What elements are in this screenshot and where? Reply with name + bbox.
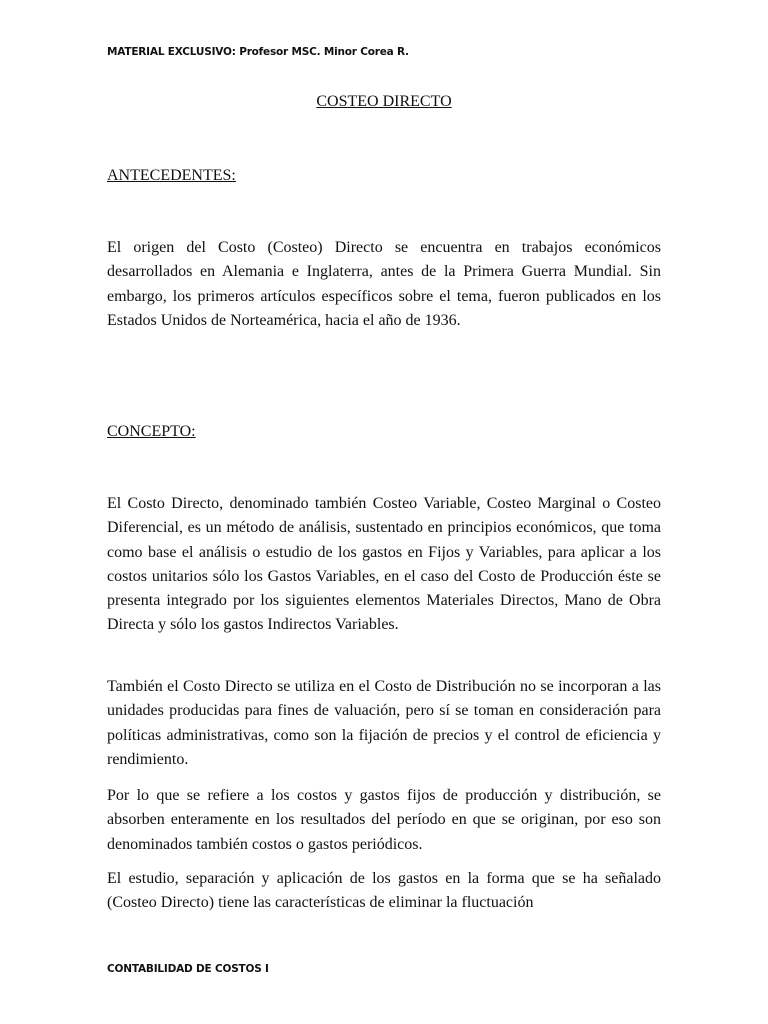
paragraph-concepto-4: El estudio, separación y aplicación de los gastos en la forma que se ha señalado (Costeo Directo) tiene las características de eliminar la fluctuación: [107, 870, 661, 912]
page-header-note: MATERIAL EXCLUSIVO: Profesor MSC. Minor Corea R.: [107, 46, 409, 58]
document-title-text: COSTEO DIRECTO: [316, 93, 452, 110]
paragraph-concepto-1: El Costo Directo, denominado también Costeo Variable, Costeo Marginal o Costeo Diferencial, es un método de análisis, sustentado en principios económicos, que toma como base el análisis o estudio de los gastos en Fijos y Variables, para aplicar a los costos unitarios sólo los Gastos Variables, en el caso del Costo de Producción éste se presenta integrado por los siguientes elementos Materiales Directos, Mano de Obra Directa y sólo los gastos Indirectos Variables.: [107, 495, 661, 634]
paragraph-antecedentes: El origen del Costo (Costeo) Directo se encuentra en trabajos económicos desarrollados en Alemania e Inglaterra, antes de la Primera Guerra Mundial. Sin embargo, los primeros artículos específicos sobre el tema, fueron publicados en los Estados Unidos de Norteamérica, hacia el año de 1936.: [107, 239, 661, 329]
page-footer-note: CONTABILIDAD DE COSTOS I: [107, 963, 269, 975]
section-heading-concepto: CONCEPTO:: [107, 423, 196, 440]
section-heading-antecedentes: ANTECEDENTES:: [107, 167, 236, 184]
paragraph-concepto-2: También el Costo Directo se utiliza en el Costo de Distribución no se incorporan a las unidades producidas para fines de valuación, pero sí se toman en consideración para políticas administrativas, como son la fijación de precios y el control de eficiencia y rendimiento.: [107, 678, 661, 768]
paragraph-concepto-3: Por lo que se refiere a los costos y gastos fijos de producción y distribución, se absorben enteramente en los resultados del período en que se originan, por eso son denominados también costos o gastos periódicos.: [107, 787, 661, 853]
document-title: [0, 92, 768, 112]
